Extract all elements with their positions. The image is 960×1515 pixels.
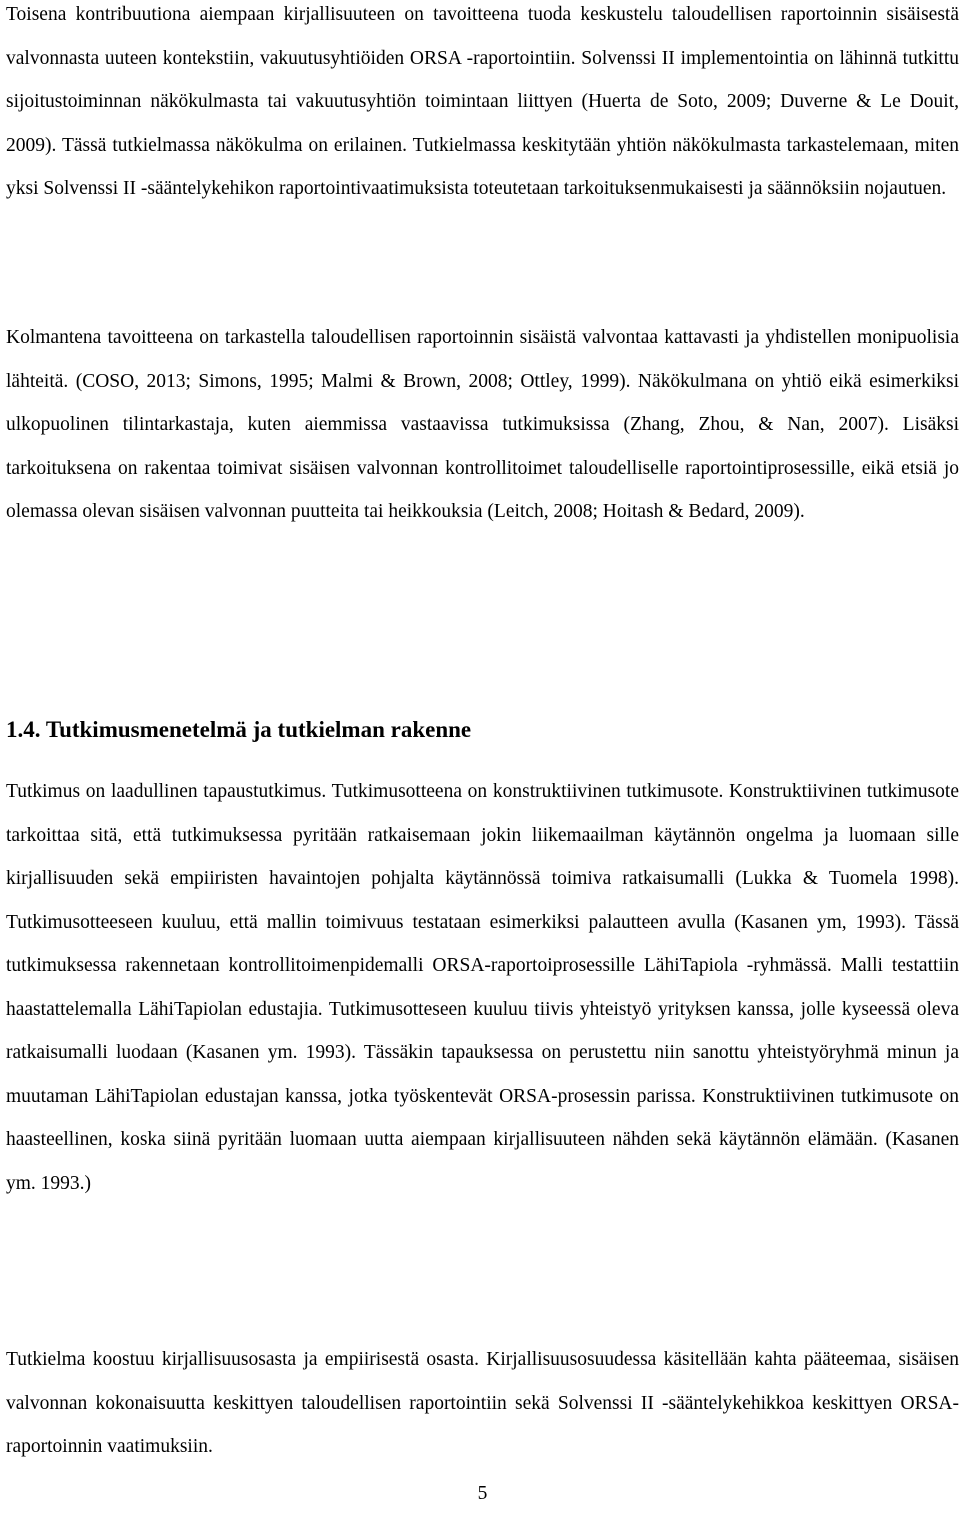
paragraph-thesis-structure: Tutkielma koostuu kirjallisuusosasta ja empiirisestä osasta. Kirjallisuusosuudessa käsitellään kahta pääteemaa, sisäisen valvonnan kokonaisuutta keskittyen taloudellisen raportointiin sekä Solvenssi II -sääntelykehikkoa keskittyen ORSA-raportoinnin vaatimuksiin. xyxy=(6,1349,959,1457)
paragraph-contributions: Toisena kontribuutiona aiempaan kirjallisuuteen on tavoitteena tuoda keskustelu taloudellisen raportoinnin sisäisestä valvonnasta uuteen kontekstiin, vakuutusyhtiöiden ORSA -raportointiin. Solvenssi II implementointia on lähinnä tutkittu sijoitustoiminnan näkökulmasta tai vakuutusyhtiön toimintaan liittyen (Huerta de Soto, 2009; Duverne & Le Douit, 2009). Tässä tutkielmassa näkökulma on erilainen. Tutkielmassa keskitytään yhtiön näkökulmasta tarkastelemaan, miten yksi Solvenssi II -sääntelykehikon raportointivaatimuksista toteutetaan tarkoituksenmukaisesti ja säännöksiin nojautuen. xyxy=(6,4,959,199)
section-heading: 1.4. Tutkimusmenetelmä ja tutkielman rakenne xyxy=(6,717,472,742)
paragraph-third-objective: Kolmantena tavoitteena on tarkastella taloudellisen raportoinnin sisäistä valvontaa kattavasti ja yhdistellen monipuolisia lähteitä. (COSO, 2013; Simons, 1995; Malmi & Brown, 2008; Ottley, 1999). Näkökulmana on yhtiö eikä esimerkiksi ulkopuolinen tilintarkastaja, kuten aiemmissa vastaavissa tutkimuksissa (Zhang, Zhou, & Nan, 2007). Lisäksi tarkoituksena on rakentaa toimivat sisäisen valvonnan kontrollitoimet taloudelliselle raportointiprosessille, eikä etsiä jo olemassa olevan sisäisen valvonnan puutteita tai heikkouksia (Leitch, 2008; Hoitash & Bedard, 2009). xyxy=(6,327,959,522)
page-number: 5 xyxy=(477,1483,488,1504)
paragraph-research-method: Tutkimus on laadullinen tapaustutkimus. Tutkimusotteena on konstruktiivinen tutkimusote. Konstruktiivinen tutkimusote tarkoittaa sitä, että tutkimuksessa pyritään ratkaisemaan jokin liikemaailman käytännön ongelma ja luomaan sille kirjallisuuden sekä empiiristen havaintojen pohjalta käytännössä toimiva ratkaisumalli (Lukka & Tuomela 1998). Tutkimusotteeseen kuuluu, että mallin toimivuus testataan esimerkiksi palautteen avulla (Kasanen ym, 1993). Tässä tutkimuksessa rakennetaan kontrollitoimenpidemalli ORSA-raportoiprosessille LähiTapiola -ryhmässä. Malli testattiin haastattelemalla LähiTapiolan edustajia. Tutkimusotteseen kuuluu tiivis yhteistyö yrityksen kanssa, jolle kyseessä oleva ratkaisumalli luodaan (Kasanen ym. 1993). Tässäkin tapauksessa on perustettu niin sanottu yhteistyöryhmä minun ja muutaman LähiTapiolan edustajan kanssa, jotka työskentevät ORSA-prosessin parissa. Konstruktiivinen tutkimusote on haasteellinen, koska siinä pyritään luomaan uutta aiempaan kirjallisuuteen nähden sekä käytännön elämään. (Kasanen ym. 1993.) xyxy=(6,781,959,1194)
